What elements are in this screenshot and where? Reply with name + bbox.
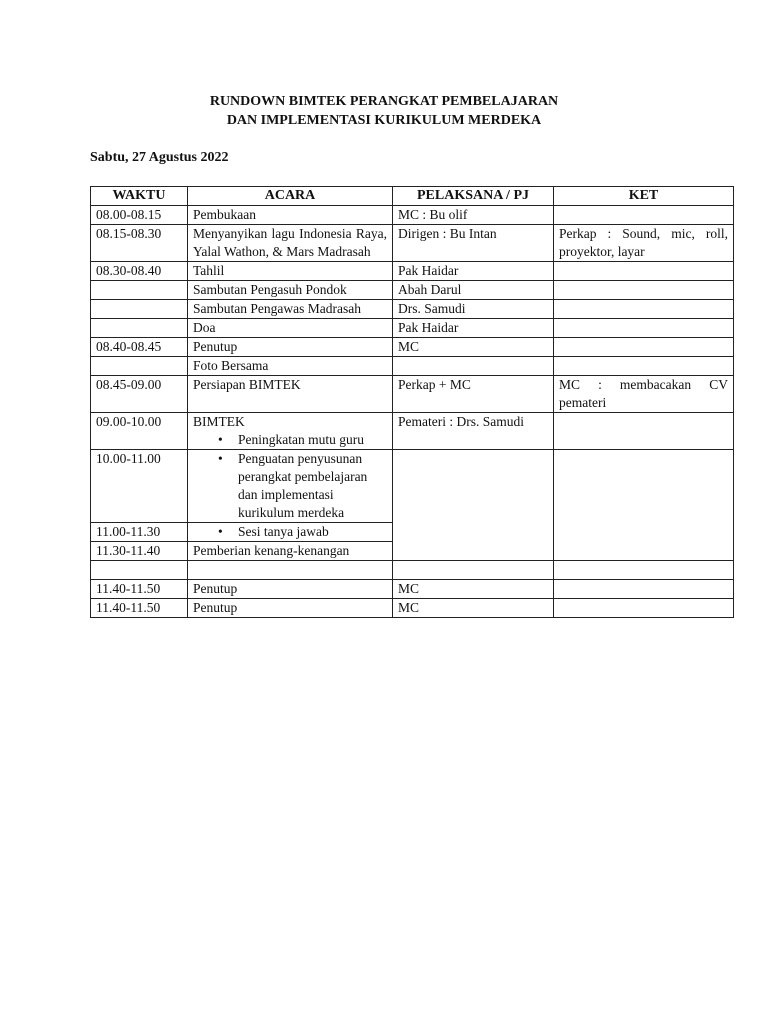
cell-pj: MC: [393, 338, 554, 357]
cell-ket: [554, 580, 734, 599]
cell-waktu: 08.40-08.45: [91, 338, 188, 357]
list-item: • Penguatan penyusunan perangkat pembelajaran dan implementasi kurikulum merdeka: [193, 450, 387, 522]
cell-acara-heading: BIMTEK: [193, 414, 245, 429]
cell-waktu: 11.40-11.50: [91, 580, 188, 599]
table-row: [91, 413, 734, 450]
list-item: • Peningkatan mutu guru: [193, 431, 387, 449]
cell-acara: Sambutan Pengasuh Pondok: [188, 281, 393, 300]
cell-ket: MC : membacakan CV pemateri: [554, 376, 734, 413]
cell-waktu: [91, 300, 188, 319]
cell-waktu: [91, 319, 188, 338]
rundown-table: [90, 186, 734, 618]
cell-pj: [393, 561, 554, 580]
cell-waktu: 11.00-11.30: [91, 523, 188, 542]
event-date: Sabtu, 27 Agustus 2022: [90, 150, 229, 165]
cell-waktu: [91, 561, 188, 580]
cell-ket: [554, 450, 734, 561]
cell-acara: Penutup: [188, 599, 393, 618]
document-title-line-2: DAN IMPLEMENTASI KURIKULUM MERDEKA: [226, 113, 542, 128]
cell-ket: [554, 357, 734, 376]
header-acara: ACARA: [188, 187, 393, 206]
cell-ket: [554, 262, 734, 281]
cell-waktu: 11.40-11.50: [91, 599, 188, 618]
cell-ket: [554, 561, 734, 580]
header-waktu: WAKTU: [91, 187, 188, 206]
table-row: [91, 376, 734, 413]
cell-waktu: 08.30-08.40: [91, 262, 188, 281]
cell-waktu: [91, 281, 188, 300]
cell-ket: [554, 413, 734, 450]
cell-ket: Perkap : Sound, mic, roll, proyektor, layar: [554, 225, 734, 262]
table-row: [91, 599, 734, 618]
table-row: [91, 319, 734, 338]
cell-waktu: 08.15-08.30: [91, 225, 188, 262]
cell-waktu: [91, 357, 188, 376]
cell-acara: Penutup: [188, 338, 393, 357]
cell-acara: Menyanyikan lagu Indonesia Raya, Yalal Wathon, & Mars Madrasah: [188, 225, 393, 262]
table-row: [91, 338, 734, 357]
cell-pj: [393, 450, 554, 561]
cell-acara: Foto Bersama: [188, 357, 393, 376]
cell-ket: [554, 338, 734, 357]
table-row: [91, 262, 734, 281]
cell-pj: Pak Haidar: [393, 262, 554, 281]
cell-acara: Persiapan BIMTEK: [188, 376, 393, 413]
cell-ket: [554, 281, 734, 300]
cell-acara: Penutup: [188, 580, 393, 599]
cell-acara: Doa: [188, 319, 393, 338]
header-pelaksana: PELAKSANA / PJ: [393, 187, 554, 206]
cell-waktu: 08.45-09.00: [91, 376, 188, 413]
cell-pj: Pak Haidar: [393, 319, 554, 338]
cell-ket: [554, 319, 734, 338]
cell-pj: Perkap + MC: [393, 376, 554, 413]
cell-pj: Abah Darul: [393, 281, 554, 300]
cell-waktu: 10.00-11.00: [91, 450, 188, 523]
cell-pj: [393, 357, 554, 376]
table-row: [91, 357, 734, 376]
list-item: • Sesi tanya jawab: [193, 523, 387, 541]
cell-pj: MC: [393, 599, 554, 618]
table-row: [91, 450, 734, 523]
cell-ket: [554, 300, 734, 319]
cell-waktu: 08.00-08.15: [91, 206, 188, 225]
cell-pj: MC : Bu olif: [393, 206, 554, 225]
cell-acara: Pemberian kenang-kenangan: [188, 542, 393, 561]
table-row: [91, 300, 734, 319]
table-header-row: [91, 187, 734, 206]
cell-acara: [188, 561, 393, 580]
header-ket: KET: [554, 187, 734, 206]
cell-waktu: 09.00-10.00: [91, 413, 188, 450]
cell-pj: Drs. Samudi: [393, 300, 554, 319]
table-row: [91, 206, 734, 225]
table-row: [91, 580, 734, 599]
cell-ket: [554, 206, 734, 225]
cell-acara: Sambutan Pengawas Madrasah: [188, 300, 393, 319]
cell-acara: [188, 413, 393, 450]
document-title-line-1: RUNDOWN BIMTEK PERANGKAT PEMBELAJARAN: [209, 94, 559, 109]
cell-pj: Pemateri : Drs. Samudi: [393, 413, 554, 450]
cell-pj: MC: [393, 580, 554, 599]
cell-pj: Dirigen : Bu Intan: [393, 225, 554, 262]
table-row: [91, 225, 734, 262]
cell-acara: Tahlil: [188, 262, 393, 281]
cell-waktu: 11.30-11.40: [91, 542, 188, 561]
cell-acara: [188, 523, 393, 542]
cell-acara: Pembukaan: [188, 206, 393, 225]
table-row: [91, 561, 734, 580]
cell-acara: [188, 450, 393, 523]
cell-ket: [554, 599, 734, 618]
table-row: [91, 281, 734, 300]
